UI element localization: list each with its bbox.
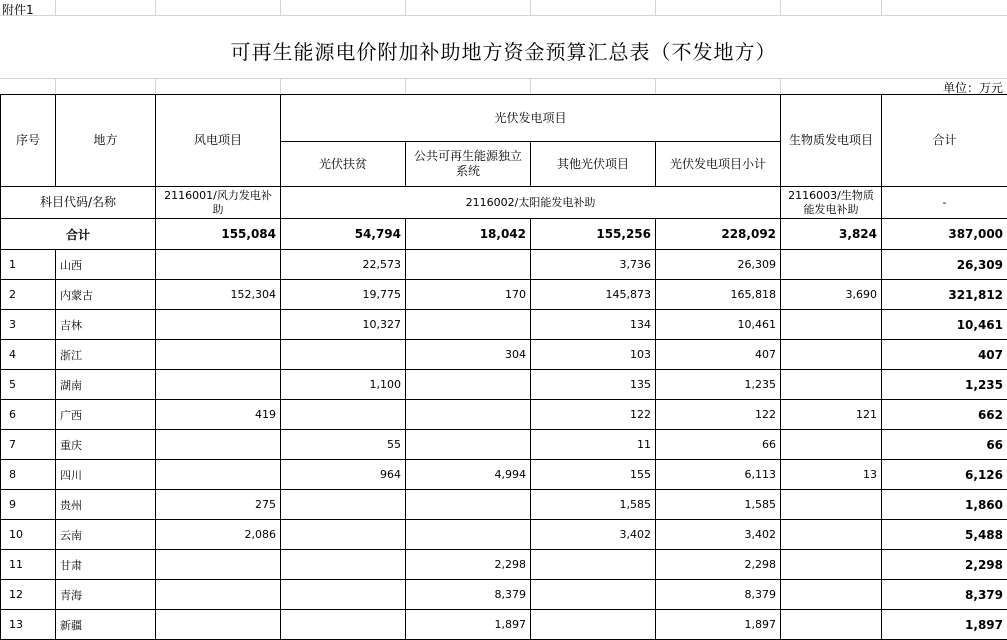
cell-region: 云南 — [56, 520, 156, 550]
table-row — [1, 460, 1007, 490]
header-region: 地方 — [56, 95, 156, 187]
cell-pv-subtotal: 8,379 — [656, 580, 781, 610]
cell-biomass: 3,690 — [781, 280, 882, 310]
cell-pv-subtotal: 122 — [656, 400, 781, 430]
cell-pv-other: 122 — [531, 400, 656, 430]
budget-table — [0, 94, 1007, 640]
header-index: 序号 — [1, 95, 56, 187]
cell-pv-poverty: 1,100 — [281, 370, 406, 400]
cell-biomass — [781, 610, 882, 640]
table-row — [1, 370, 1007, 400]
grid-line — [280, 78, 281, 94]
cell-pv-public — [406, 370, 531, 400]
cell-pv-poverty — [281, 550, 406, 580]
cell-index: 11 — [1, 550, 56, 580]
cell-total: 662 — [882, 400, 1007, 430]
grid-line — [655, 0, 656, 15]
table-row — [1, 280, 1007, 310]
cell-wind — [156, 550, 281, 580]
cell-pv-public: 1,897 — [406, 610, 531, 640]
grid-line — [405, 0, 406, 15]
table-row — [1, 580, 1007, 610]
cell-wind — [156, 250, 281, 280]
code-wind: 2116001/风力发电补助 — [156, 187, 281, 219]
cell-pv-public: 4,994 — [406, 460, 531, 490]
total-pv-public: 18,042 — [406, 219, 531, 250]
grid-line — [881, 0, 882, 15]
cell-pv-subtotal: 10,461 — [656, 310, 781, 340]
cell-pv-poverty — [281, 610, 406, 640]
cell-index: 4 — [1, 340, 56, 370]
cell-total: 1,897 — [882, 610, 1007, 640]
code-total: - — [882, 187, 1007, 219]
cell-index: 13 — [1, 610, 56, 640]
cell-pv-poverty — [281, 400, 406, 430]
grid-line — [55, 0, 56, 15]
cell-total: 6,126 — [882, 460, 1007, 490]
cell-total: 1,235 — [882, 370, 1007, 400]
cell-region: 吉林 — [56, 310, 156, 340]
cell-region: 青海 — [56, 580, 156, 610]
cell-region: 山西 — [56, 250, 156, 280]
cell-region: 广西 — [56, 400, 156, 430]
cell-total: 1,860 — [882, 490, 1007, 520]
cell-pv-subtotal: 6,113 — [656, 460, 781, 490]
cell-pv-other: 11 — [531, 430, 656, 460]
cell-wind — [156, 310, 281, 340]
cell-pv-subtotal: 26,309 — [656, 250, 781, 280]
cell-biomass — [781, 310, 882, 340]
cell-index: 3 — [1, 310, 56, 340]
cell-pv-other — [531, 580, 656, 610]
cell-pv-public — [406, 400, 531, 430]
table-row — [1, 610, 1007, 640]
table-row — [1, 430, 1007, 460]
cell-pv-public — [406, 310, 531, 340]
grid-line — [0, 15, 1007, 16]
cell-region: 内蒙古 — [56, 280, 156, 310]
cell-pv-other: 3,402 — [531, 520, 656, 550]
grid-line — [0, 78, 1007, 79]
cell-pv-subtotal: 1,897 — [656, 610, 781, 640]
cell-pv-other — [531, 610, 656, 640]
unit-label: 单位：万元 — [943, 79, 1003, 96]
cell-index: 7 — [1, 430, 56, 460]
cell-pv-subtotal: 66 — [656, 430, 781, 460]
cell-total: 26,309 — [882, 250, 1007, 280]
cell-pv-public — [406, 250, 531, 280]
cell-biomass — [781, 250, 882, 280]
cell-pv-subtotal: 165,818 — [656, 280, 781, 310]
cell-pv-public: 2,298 — [406, 550, 531, 580]
grid-line — [780, 0, 781, 15]
subject-code-label: 科目代码/名称 — [1, 187, 156, 219]
cell-biomass — [781, 580, 882, 610]
cell-pv-public — [406, 490, 531, 520]
total-wind: 155,084 — [156, 219, 281, 250]
cell-biomass — [781, 340, 882, 370]
cell-pv-public: 170 — [406, 280, 531, 310]
cell-region: 新疆 — [56, 610, 156, 640]
cell-wind: 2,086 — [156, 520, 281, 550]
cell-biomass: 13 — [781, 460, 882, 490]
table-row — [1, 310, 1007, 340]
cell-pv-other: 135 — [531, 370, 656, 400]
cell-pv-public — [406, 430, 531, 460]
cell-pv-poverty — [281, 520, 406, 550]
cell-region: 四川 — [56, 460, 156, 490]
cell-region: 贵州 — [56, 490, 156, 520]
cell-index: 10 — [1, 520, 56, 550]
cell-total: 407 — [882, 340, 1007, 370]
cell-pv-other: 145,873 — [531, 280, 656, 310]
total-biomass: 3,824 — [781, 219, 882, 250]
cell-pv-poverty: 10,327 — [281, 310, 406, 340]
cell-pv-poverty: 19,775 — [281, 280, 406, 310]
grid-line — [155, 78, 156, 94]
grid-line — [530, 0, 531, 15]
grid-line — [655, 78, 656, 94]
total-pv-other: 155,256 — [531, 219, 656, 250]
table-row — [1, 520, 1007, 550]
grid-line — [155, 0, 156, 15]
cell-biomass — [781, 520, 882, 550]
cell-pv-poverty: 22,573 — [281, 250, 406, 280]
cell-wind: 419 — [156, 400, 281, 430]
table-row — [1, 550, 1007, 580]
cell-pv-other: 103 — [531, 340, 656, 370]
header-pv-public: 公共可再生能源独立系统 — [406, 142, 531, 187]
cell-index: 9 — [1, 490, 56, 520]
cell-pv-subtotal: 3,402 — [656, 520, 781, 550]
total-pv-poverty: 54,794 — [281, 219, 406, 250]
attachment-label: 附件1 — [2, 1, 34, 18]
header-wind: 风电项目 — [156, 95, 281, 187]
cell-pv-subtotal: 407 — [656, 340, 781, 370]
cell-total: 8,379 — [882, 580, 1007, 610]
cell-pv-subtotal: 2,298 — [656, 550, 781, 580]
cell-index: 2 — [1, 280, 56, 310]
cell-pv-poverty — [281, 580, 406, 610]
grid-line — [530, 78, 531, 94]
cell-total: 2,298 — [882, 550, 1007, 580]
table-row — [1, 250, 1007, 280]
cell-pv-public — [406, 520, 531, 550]
cell-wind — [156, 580, 281, 610]
cell-wind: 152,304 — [156, 280, 281, 310]
cell-pv-poverty — [281, 490, 406, 520]
header-total: 合计 — [882, 95, 1007, 187]
cell-wind — [156, 610, 281, 640]
table-row — [1, 490, 1007, 520]
cell-total: 5,488 — [882, 520, 1007, 550]
cell-index: 8 — [1, 460, 56, 490]
cell-wind — [156, 340, 281, 370]
cell-wind — [156, 430, 281, 460]
cell-biomass — [781, 430, 882, 460]
cell-pv-poverty — [281, 340, 406, 370]
cell-total: 321,812 — [882, 280, 1007, 310]
page-title: 可再生能源电价附加补助地方资金预算汇总表（不发地方） — [0, 36, 1007, 65]
cell-pv-subtotal: 1,585 — [656, 490, 781, 520]
cell-region: 重庆 — [56, 430, 156, 460]
grid-line — [405, 78, 406, 94]
cell-wind: 275 — [156, 490, 281, 520]
cell-region: 甘肃 — [56, 550, 156, 580]
cell-index: 12 — [1, 580, 56, 610]
cell-pv-other: 134 — [531, 310, 656, 340]
grid-line — [280, 0, 281, 15]
cell-biomass — [781, 370, 882, 400]
cell-wind — [156, 370, 281, 400]
cell-index: 1 — [1, 250, 56, 280]
cell-pv-other: 155 — [531, 460, 656, 490]
grid-line — [780, 78, 781, 94]
total-pv-subtotal: 228,092 — [656, 219, 781, 250]
cell-pv-public: 8,379 — [406, 580, 531, 610]
header-pv-group: 光伏发电项目 — [281, 95, 781, 142]
cell-index: 6 — [1, 400, 56, 430]
grid-line — [55, 78, 56, 94]
header-pv-subtotal: 光伏发电项目小计 — [656, 142, 781, 187]
cell-biomass — [781, 490, 882, 520]
cell-pv-public: 304 — [406, 340, 531, 370]
cell-index: 5 — [1, 370, 56, 400]
cell-region: 湖南 — [56, 370, 156, 400]
code-biomass: 2116003/生物质能发电补助 — [781, 187, 882, 219]
cell-biomass — [781, 550, 882, 580]
cell-pv-other — [531, 550, 656, 580]
code-solar: 2116002/太阳能发电补助 — [281, 187, 781, 219]
cell-pv-other: 3,736 — [531, 250, 656, 280]
cell-pv-subtotal: 1,235 — [656, 370, 781, 400]
header-biomass: 生物质发电项目 — [781, 95, 882, 187]
cell-pv-poverty: 55 — [281, 430, 406, 460]
header-pv-other: 其他光伏项目 — [531, 142, 656, 187]
cell-wind — [156, 460, 281, 490]
cell-total: 66 — [882, 430, 1007, 460]
table-row — [1, 340, 1007, 370]
cell-pv-poverty: 964 — [281, 460, 406, 490]
total-row — [1, 219, 1007, 250]
cell-region: 浙江 — [56, 340, 156, 370]
cell-pv-other: 1,585 — [531, 490, 656, 520]
cell-biomass: 121 — [781, 400, 882, 430]
table-row — [1, 400, 1007, 430]
total-total: 387,000 — [882, 219, 1007, 250]
header-pv-poverty: 光伏扶贫 — [281, 142, 406, 187]
cell-total: 10,461 — [882, 310, 1007, 340]
total-label: 合计 — [1, 219, 156, 250]
